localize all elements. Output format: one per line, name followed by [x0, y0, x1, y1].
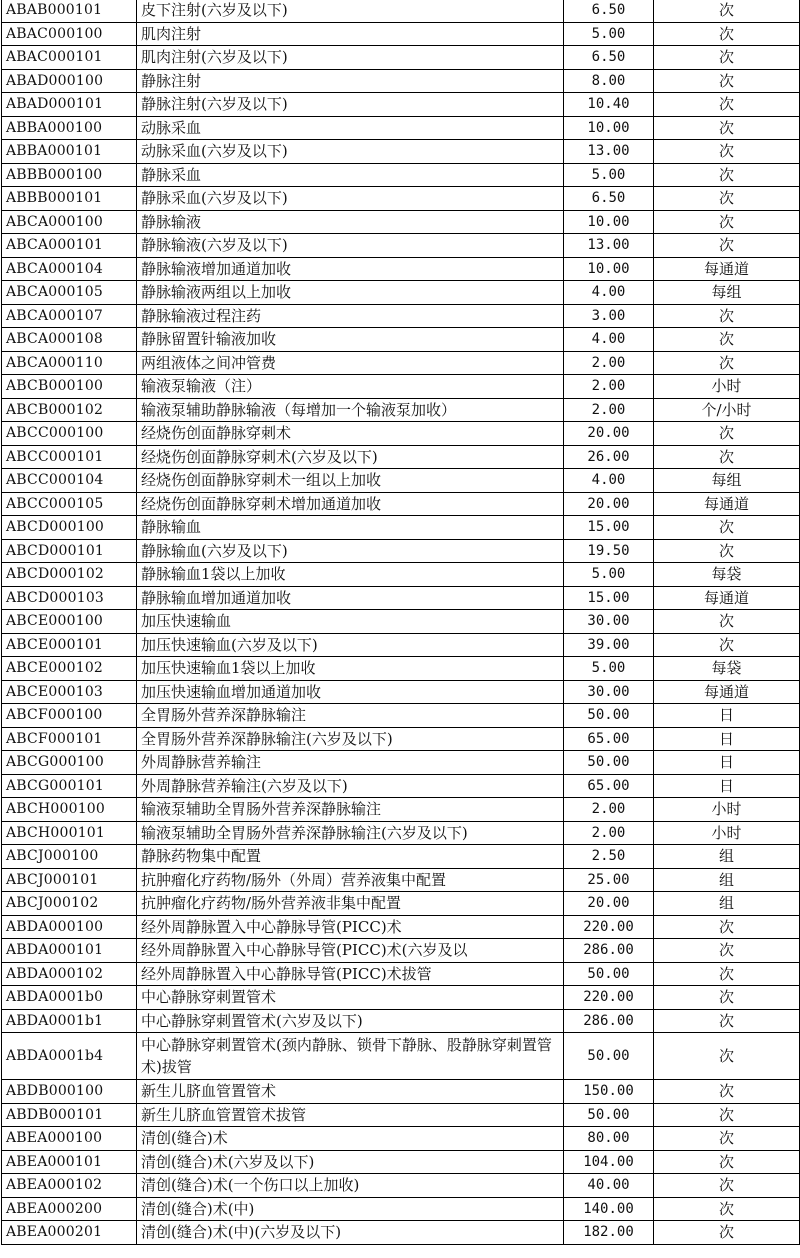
table-row [2, 1127, 800, 1151]
table-row [2, 680, 800, 704]
item-unit-cell: 次 [654, 46, 800, 70]
item-name-cell: 静脉输血增加通道加收 [137, 586, 564, 610]
item-unit-cell: 组 [654, 845, 800, 869]
item-price-cell: 50.00 [564, 704, 654, 728]
item-code-cell: ABAD000101 [2, 93, 137, 117]
item-unit-cell: 次 [654, 69, 800, 93]
item-name-cell: 静脉输血 [137, 516, 564, 540]
item-name-cell: 抗肿瘤化疗药物/肠外营养液非集中配置 [137, 892, 564, 916]
item-code-cell: ABBB000100 [2, 163, 137, 187]
item-price-cell: 182.00 [564, 1221, 654, 1245]
item-price-cell: 8.00 [564, 69, 654, 93]
item-price-cell: 19.50 [564, 539, 654, 563]
table-row [2, 892, 800, 916]
item-code-cell: ABEA000201 [2, 1221, 137, 1245]
item-code-cell: ABCC000101 [2, 445, 137, 469]
table-row [2, 93, 800, 117]
item-unit-cell: 小时 [654, 375, 800, 399]
item-code-cell: ABBA000100 [2, 116, 137, 140]
item-name-cell: 输液泵辅助全胃肠外营养深静脉输注(六岁及以下) [137, 821, 564, 845]
item-code-cell: ABEA000200 [2, 1197, 137, 1221]
item-code-cell: ABCD000101 [2, 539, 137, 563]
table-row [2, 469, 800, 493]
item-code-cell: ABCA000101 [2, 234, 137, 258]
table-row [2, 586, 800, 610]
item-unit-cell: 个/小时 [654, 398, 800, 422]
item-price-cell: 40.00 [564, 1174, 654, 1198]
item-code-cell: ABCG000100 [2, 751, 137, 775]
table-row [2, 116, 800, 140]
table-row [2, 351, 800, 375]
item-code-cell: ABCJ000100 [2, 845, 137, 869]
table-row [2, 46, 800, 70]
item-unit-cell: 次 [654, 234, 800, 258]
item-unit-cell: 次 [654, 422, 800, 446]
item-unit-cell: 次 [654, 915, 800, 939]
table-row [2, 774, 800, 798]
item-name-cell: 外周静脉营养输注 [137, 751, 564, 775]
table-row [2, 492, 800, 516]
table-row [2, 187, 800, 211]
item-unit-cell: 日 [654, 751, 800, 775]
item-name-cell: 皮下注射(六岁及以下) [137, 0, 564, 22]
item-name-cell: 动脉采血 [137, 116, 564, 140]
item-code-cell: ABDA0001b4 [2, 1033, 137, 1080]
item-code-cell: ABCE000103 [2, 680, 137, 704]
item-unit-cell: 次 [654, 539, 800, 563]
table-row [2, 1150, 800, 1174]
item-price-cell: 10.00 [564, 210, 654, 234]
item-unit-cell: 小时 [654, 821, 800, 845]
item-name-cell: 经烧伤创面静脉穿刺术(六岁及以下) [137, 445, 564, 469]
item-price-cell: 30.00 [564, 610, 654, 634]
item-price-cell: 6.50 [564, 0, 654, 22]
table-row [2, 1103, 800, 1127]
item-price-cell: 10.00 [564, 116, 654, 140]
table-row [2, 281, 800, 305]
item-name-cell: 静脉采血 [137, 163, 564, 187]
item-price-cell: 4.00 [564, 281, 654, 305]
item-unit-cell: 每袋 [654, 657, 800, 681]
item-code-cell: ABDB000100 [2, 1080, 137, 1104]
item-unit-cell: 每通道 [654, 492, 800, 516]
item-name-cell: 静脉输液 [137, 210, 564, 234]
item-name-cell: 输液泵辅助静脉输液（每增加一个输液泵加收） [137, 398, 564, 422]
item-price-cell: 20.00 [564, 492, 654, 516]
item-unit-cell: 次 [654, 1033, 800, 1080]
item-code-cell: ABCJ000102 [2, 892, 137, 916]
item-code-cell: ABDA000101 [2, 939, 137, 963]
item-unit-cell: 次 [654, 1174, 800, 1198]
table-row [2, 751, 800, 775]
item-unit-cell: 日 [654, 774, 800, 798]
item-price-cell: 5.00 [564, 563, 654, 587]
item-code-cell: ABCH000100 [2, 798, 137, 822]
item-name-cell: 全胃肠外营养深静脉输注(六岁及以下) [137, 727, 564, 751]
item-price-cell: 30.00 [564, 680, 654, 704]
table-row [2, 962, 800, 986]
item-code-cell: ABCB000100 [2, 375, 137, 399]
table-row [2, 398, 800, 422]
item-price-cell: 15.00 [564, 586, 654, 610]
item-code-cell: ABCH000101 [2, 821, 137, 845]
item-name-cell: 经烧伤创面静脉穿刺术 [137, 422, 564, 446]
item-price-cell: 50.00 [564, 1103, 654, 1127]
item-name-cell: 静脉输液过程注药 [137, 304, 564, 328]
fee-table-body [2, 0, 800, 1244]
item-name-cell: 加压快速输血(六岁及以下) [137, 633, 564, 657]
item-unit-cell: 次 [654, 962, 800, 986]
item-name-cell: 经外周静脉置入中心静脉导管(PICC)术 [137, 915, 564, 939]
item-name-cell: 新生儿脐血管置管术 [137, 1080, 564, 1104]
item-unit-cell: 次 [654, 610, 800, 634]
item-code-cell: ABCC000104 [2, 469, 137, 493]
item-name-cell: 清创(缝合)术(中)(六岁及以下) [137, 1221, 564, 1245]
item-unit-cell: 次 [654, 986, 800, 1010]
item-name-cell: 清创(缝合)术(中) [137, 1197, 564, 1221]
item-name-cell: 全胃肠外营养深静脉输注 [137, 704, 564, 728]
item-unit-cell: 次 [654, 163, 800, 187]
item-unit-cell: 次 [654, 351, 800, 375]
item-name-cell: 加压快速输血1袋以上加收 [137, 657, 564, 681]
item-code-cell: ABBB000101 [2, 187, 137, 211]
table-row [2, 868, 800, 892]
item-unit-cell: 每通道 [654, 680, 800, 704]
table-row [2, 845, 800, 869]
item-name-cell: 清创(缝合)术(一个伤口以上加收) [137, 1174, 564, 1198]
table-row [2, 539, 800, 563]
table-row [2, 210, 800, 234]
item-unit-cell: 组 [654, 892, 800, 916]
table-row [2, 304, 800, 328]
item-code-cell: ABEA000101 [2, 1150, 137, 1174]
item-name-cell: 静脉输血1袋以上加收 [137, 563, 564, 587]
item-code-cell: ABCC000100 [2, 422, 137, 446]
item-unit-cell: 次 [654, 1127, 800, 1151]
item-name-cell: 经外周静脉置入中心静脉导管(PICC)术(六岁及以 [137, 939, 564, 963]
item-code-cell: ABCA000107 [2, 304, 137, 328]
item-price-cell: 3.00 [564, 304, 654, 328]
table-row [2, 140, 800, 164]
table-row [2, 234, 800, 258]
table-row [2, 257, 800, 281]
item-code-cell: ABDB000101 [2, 1103, 137, 1127]
item-unit-cell: 次 [654, 1080, 800, 1104]
item-price-cell: 50.00 [564, 1033, 654, 1080]
item-name-cell: 静脉留置针输液加收 [137, 328, 564, 352]
item-name-cell: 中心静脉穿刺置管术 [137, 986, 564, 1010]
table-row [2, 821, 800, 845]
table-row [2, 657, 800, 681]
item-unit-cell: 每袋 [654, 563, 800, 587]
item-code-cell: ABCJ000101 [2, 868, 137, 892]
item-name-cell: 输液泵输液（注） [137, 375, 564, 399]
table-row [2, 1221, 800, 1245]
item-price-cell: 5.00 [564, 657, 654, 681]
table-row [2, 727, 800, 751]
item-price-cell: 2.00 [564, 821, 654, 845]
item-code-cell: ABCG000101 [2, 774, 137, 798]
item-code-cell: ABCA000105 [2, 281, 137, 305]
item-unit-cell: 次 [654, 304, 800, 328]
item-unit-cell: 每通道 [654, 257, 800, 281]
item-price-cell: 140.00 [564, 1197, 654, 1221]
item-price-cell: 65.00 [564, 774, 654, 798]
item-price-cell: 6.50 [564, 46, 654, 70]
item-code-cell: ABDA0001b0 [2, 986, 137, 1010]
item-price-cell: 220.00 [564, 986, 654, 1010]
table-row [2, 986, 800, 1010]
item-unit-cell: 次 [654, 445, 800, 469]
item-unit-cell: 次 [654, 93, 800, 117]
item-code-cell: ABCE000101 [2, 633, 137, 657]
item-price-cell: 25.00 [564, 868, 654, 892]
table-row [2, 1080, 800, 1104]
item-unit-cell: 组 [654, 868, 800, 892]
table-row [2, 422, 800, 446]
item-name-cell: 清创(缝合)术 [137, 1127, 564, 1151]
item-name-cell: 经外周静脉置入中心静脉导管(PICC)术拔管 [137, 962, 564, 986]
item-price-cell: 150.00 [564, 1080, 654, 1104]
item-name-cell: 经烧伤创面静脉穿刺术增加通道加收 [137, 492, 564, 516]
item-unit-cell: 次 [654, 187, 800, 211]
item-price-cell: 50.00 [564, 751, 654, 775]
item-code-cell: ABEA000100 [2, 1127, 137, 1151]
table-row [2, 704, 800, 728]
item-price-cell: 20.00 [564, 892, 654, 916]
item-code-cell: ABCE000100 [2, 610, 137, 634]
item-price-cell: 2.00 [564, 798, 654, 822]
item-unit-cell: 每组 [654, 469, 800, 493]
item-name-cell: 加压快速输血 [137, 610, 564, 634]
item-unit-cell: 每组 [654, 281, 800, 305]
item-unit-cell: 次 [654, 1221, 800, 1245]
item-price-cell: 80.00 [564, 1127, 654, 1151]
item-unit-cell: 日 [654, 727, 800, 751]
item-price-cell: 220.00 [564, 915, 654, 939]
item-code-cell: ABAB000101 [2, 0, 137, 22]
item-code-cell: ABAD000100 [2, 69, 137, 93]
table-row [2, 328, 800, 352]
item-price-cell: 15.00 [564, 516, 654, 540]
item-price-cell: 2.00 [564, 375, 654, 399]
item-name-cell: 两组液体之间冲管费 [137, 351, 564, 375]
item-code-cell: ABCF000100 [2, 704, 137, 728]
item-price-cell: 20.00 [564, 422, 654, 446]
item-code-cell: ABCD000102 [2, 563, 137, 587]
item-name-cell: 加压快速输血增加通道加收 [137, 680, 564, 704]
item-unit-cell: 次 [654, 116, 800, 140]
item-unit-cell: 次 [654, 516, 800, 540]
item-name-cell: 动脉采血(六岁及以下) [137, 140, 564, 164]
item-price-cell: 26.00 [564, 445, 654, 469]
item-price-cell: 2.00 [564, 398, 654, 422]
item-code-cell: ABAC000101 [2, 46, 137, 70]
table-row [2, 1174, 800, 1198]
item-price-cell: 13.00 [564, 234, 654, 258]
table-row [2, 939, 800, 963]
item-unit-cell: 次 [654, 328, 800, 352]
item-code-cell: ABDA0001b1 [2, 1009, 137, 1033]
item-name-cell: 清创(缝合)术(六岁及以下) [137, 1150, 564, 1174]
table-row [2, 1033, 800, 1080]
table-row [2, 1197, 800, 1221]
item-code-cell: ABEA000102 [2, 1174, 137, 1198]
item-code-cell: ABDA000102 [2, 962, 137, 986]
item-unit-cell: 每通道 [654, 586, 800, 610]
fee-table [1, 0, 800, 1245]
item-unit-cell: 次 [654, 633, 800, 657]
item-code-cell: ABAC000100 [2, 22, 137, 46]
item-unit-cell: 次 [654, 1103, 800, 1127]
item-code-cell: ABCF000101 [2, 727, 137, 751]
item-name-cell: 静脉采血(六岁及以下) [137, 187, 564, 211]
item-price-cell: 39.00 [564, 633, 654, 657]
item-price-cell: 2.00 [564, 351, 654, 375]
item-price-cell: 5.00 [564, 22, 654, 46]
item-price-cell: 286.00 [564, 939, 654, 963]
item-name-cell: 静脉输液两组以上加收 [137, 281, 564, 305]
item-name-cell: 输液泵辅助全胃肠外营养深静脉输注 [137, 798, 564, 822]
table-row [2, 915, 800, 939]
item-name-cell: 静脉输液增加通道加收 [137, 257, 564, 281]
item-unit-cell: 次 [654, 210, 800, 234]
item-unit-cell: 次 [654, 0, 800, 22]
item-price-cell: 286.00 [564, 1009, 654, 1033]
item-unit-cell: 日 [654, 704, 800, 728]
table-row [2, 163, 800, 187]
item-code-cell: ABCE000102 [2, 657, 137, 681]
item-price-cell: 2.50 [564, 845, 654, 869]
item-code-cell: ABDA000100 [2, 915, 137, 939]
table-row [2, 375, 800, 399]
table-row [2, 0, 800, 22]
table-row [2, 610, 800, 634]
item-price-cell: 50.00 [564, 962, 654, 986]
table-row [2, 22, 800, 46]
item-name-cell: 静脉药物集中配置 [137, 845, 564, 869]
item-price-cell: 65.00 [564, 727, 654, 751]
item-unit-cell: 小时 [654, 798, 800, 822]
table-row [2, 69, 800, 93]
item-name-cell: 肌肉注射 [137, 22, 564, 46]
item-price-cell: 104.00 [564, 1150, 654, 1174]
table-row [2, 516, 800, 540]
item-name-cell: 静脉注射 [137, 69, 564, 93]
item-name-cell: 中心静脉穿刺置管术(六岁及以下) [137, 1009, 564, 1033]
item-code-cell: ABCD000103 [2, 586, 137, 610]
table-row [2, 445, 800, 469]
item-code-cell: ABCA000110 [2, 351, 137, 375]
item-price-cell: 10.40 [564, 93, 654, 117]
item-name-cell: 外周静脉营养输注(六岁及以下) [137, 774, 564, 798]
item-price-cell: 5.00 [564, 163, 654, 187]
item-name-cell: 静脉输血(六岁及以下) [137, 539, 564, 563]
item-price-cell: 4.00 [564, 469, 654, 493]
item-price-cell: 4.00 [564, 328, 654, 352]
item-name-cell: 肌肉注射(六岁及以下) [137, 46, 564, 70]
item-unit-cell: 次 [654, 22, 800, 46]
item-unit-cell: 次 [654, 1150, 800, 1174]
item-unit-cell: 次 [654, 1009, 800, 1033]
item-name-cell: 经烧伤创面静脉穿刺术一组以上加收 [137, 469, 564, 493]
table-row [2, 563, 800, 587]
table-row [2, 633, 800, 657]
item-code-cell: ABCA000100 [2, 210, 137, 234]
item-name-cell: 新生儿脐血管置管术拔管 [137, 1103, 564, 1127]
table-row [2, 798, 800, 822]
item-name-cell: 静脉输液(六岁及以下) [137, 234, 564, 258]
item-name-cell: 静脉注射(六岁及以下) [137, 93, 564, 117]
item-name-cell: 中心静脉穿刺置管术(颈内静脉、锁骨下静脉、股静脉穿刺置管术)拔管 [137, 1033, 564, 1080]
item-code-cell: ABCD000100 [2, 516, 137, 540]
item-code-cell: ABBA000101 [2, 140, 137, 164]
item-price-cell: 10.00 [564, 257, 654, 281]
item-unit-cell: 次 [654, 939, 800, 963]
item-name-cell: 抗肿瘤化疗药物/肠外（外周）营养液集中配置 [137, 868, 564, 892]
item-code-cell: ABCA000108 [2, 328, 137, 352]
item-unit-cell: 次 [654, 140, 800, 164]
item-code-cell: ABCB000102 [2, 398, 137, 422]
item-unit-cell: 次 [654, 1197, 800, 1221]
table-row [2, 1009, 800, 1033]
item-code-cell: ABCA000104 [2, 257, 137, 281]
item-price-cell: 6.50 [564, 187, 654, 211]
item-code-cell: ABCC000105 [2, 492, 137, 516]
item-price-cell: 13.00 [564, 140, 654, 164]
